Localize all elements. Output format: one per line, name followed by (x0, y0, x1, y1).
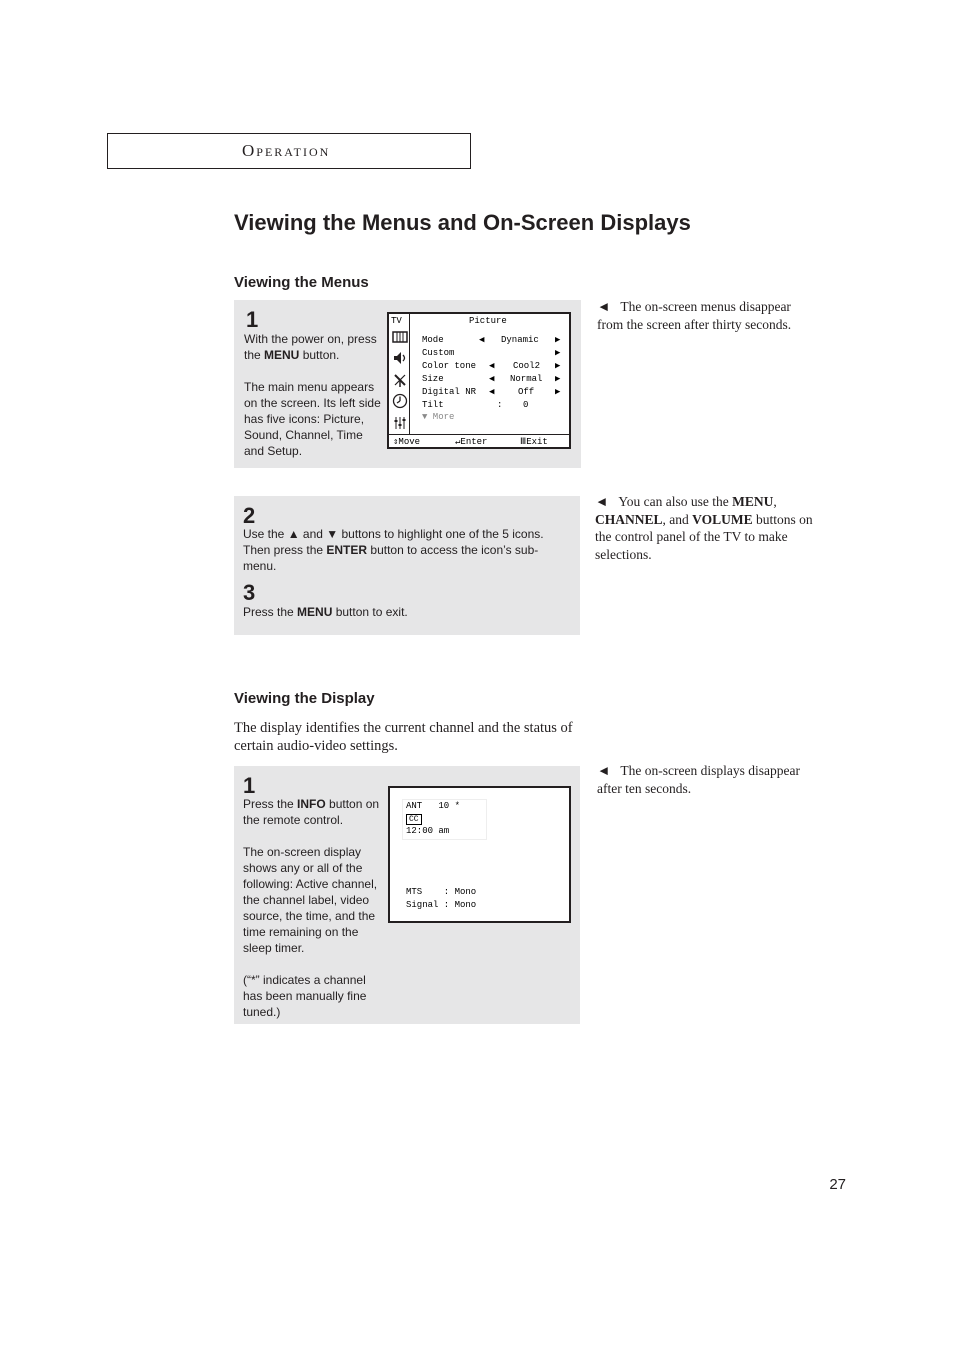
osd-menu-title: Picture (469, 316, 507, 326)
picture-icon (392, 329, 408, 345)
osd-row-value: Off (518, 387, 535, 397)
osd-row-label: Size (422, 374, 444, 384)
time-icon (392, 393, 408, 409)
osd-row-right-arrow: ▶ (555, 374, 561, 384)
osd-footer-move: ⇕Move (393, 437, 421, 447)
osd-signal: Signal : Mono (406, 900, 477, 910)
display-heading: Viewing the Display (234, 690, 375, 707)
step2-text: Use the ▲ and ▼ buttons to highlight one of the 5 icons. Then press the ENTER button to access the icon’s sub-menu. (243, 527, 544, 573)
page-title: Viewing the Menus and On-Screen Displays (234, 210, 691, 235)
osd-tv-label: TV (391, 316, 402, 326)
osd-row-left-arrow: ◀ (489, 361, 495, 371)
step-number: 1 (246, 307, 259, 332)
osd-more: ▼ More (422, 412, 455, 422)
step-number: 2 (243, 503, 256, 528)
page-number: 27 (829, 1176, 846, 1193)
enter-icon: ↵ (455, 437, 461, 447)
osd-row-value: 0 (523, 400, 529, 410)
step-number: 3 (243, 580, 256, 605)
note-menus-timeout: ◄ The on-screen menus disappear from the screen after thirty seconds. (597, 299, 792, 332)
osd-row-label: Custom (422, 348, 455, 358)
up-down-icon: ⇕ (393, 437, 399, 447)
step-number: 1 (243, 773, 256, 798)
menu-icon: Ⅲ (520, 437, 527, 447)
osd-row-left-arrow: ◀ (479, 335, 485, 345)
osd-row-right-arrow: ▶ (555, 348, 561, 358)
cc-icon: CC (406, 814, 422, 825)
osd-time: 12:00 am (406, 826, 450, 836)
note-control-panel: ◄ You can also use the MENU, CHANNEL, and VOLUME buttons on the control panel of the TV to make selections. (595, 494, 813, 562)
osd-menu-screen (387, 312, 571, 449)
display-step1-text: Press the INFO button on the remote control. The on-screen display shows any or all of the following: Active channel, the channel label, video source, the time, and the time remaining on the sleep timer. (“*” indicates a channel has been manually fine tuned.) (243, 797, 380, 1019)
osd-row-right-arrow: ▶ (555, 361, 561, 371)
osd-row-label: Digital NR (422, 387, 477, 397)
section-label: Operation (242, 141, 331, 160)
osd-channel-line: ANT 10 * (406, 801, 461, 811)
osd-row-value: Cool2 (513, 361, 541, 371)
osd-mts: MTS : Mono (406, 887, 477, 897)
step1-text: With the power on, press the MENU button. The main menu appears on the screen. Its left side has five icons: Picture, Sound, Channel, Time and Setup. (244, 332, 381, 458)
osd-row-separator: : (497, 400, 503, 410)
osd-row-label: Color tone (422, 361, 477, 371)
osd-footer-enter: ↵Enter (455, 437, 488, 447)
menus-heading: Viewing the Menus (234, 274, 369, 291)
osd-row-right-arrow: ▶ (555, 387, 561, 397)
step3-text: Press the MENU button to exit. (243, 605, 408, 619)
step2-3-box (234, 496, 580, 635)
channel-icon (392, 372, 408, 388)
osd-row-label: Mode (422, 335, 444, 345)
setup-icon (392, 415, 408, 431)
osd-row-label: Tilt (422, 400, 444, 410)
osd-footer-exit: ⅢExit (520, 437, 548, 447)
osd-row-value: Dynamic (501, 335, 539, 345)
sound-icon (392, 350, 408, 366)
arrow-left-icon: ◄ (595, 494, 609, 509)
display-step1-box (234, 766, 580, 1024)
display-intro: The display identifies the current channel and the status of certain audio-video settings. (234, 720, 573, 754)
arrow-left-icon: ◄ (597, 763, 611, 778)
step1-menus-box (234, 300, 581, 468)
note-display-timeout: ◄ The on-screen displays disappear after ten seconds. (597, 763, 800, 796)
osd-icon-column (389, 314, 410, 434)
osd-row-left-arrow: ◀ (489, 387, 495, 397)
osd-row-value: Normal (510, 374, 543, 384)
arrow-left-icon: ◄ (597, 299, 611, 314)
osd-footer-divider (389, 434, 569, 435)
osd-row-left-arrow: ◀ (489, 374, 495, 384)
osd-info-screen (388, 786, 571, 923)
osd-row-right-arrow: ▶ (555, 335, 561, 345)
